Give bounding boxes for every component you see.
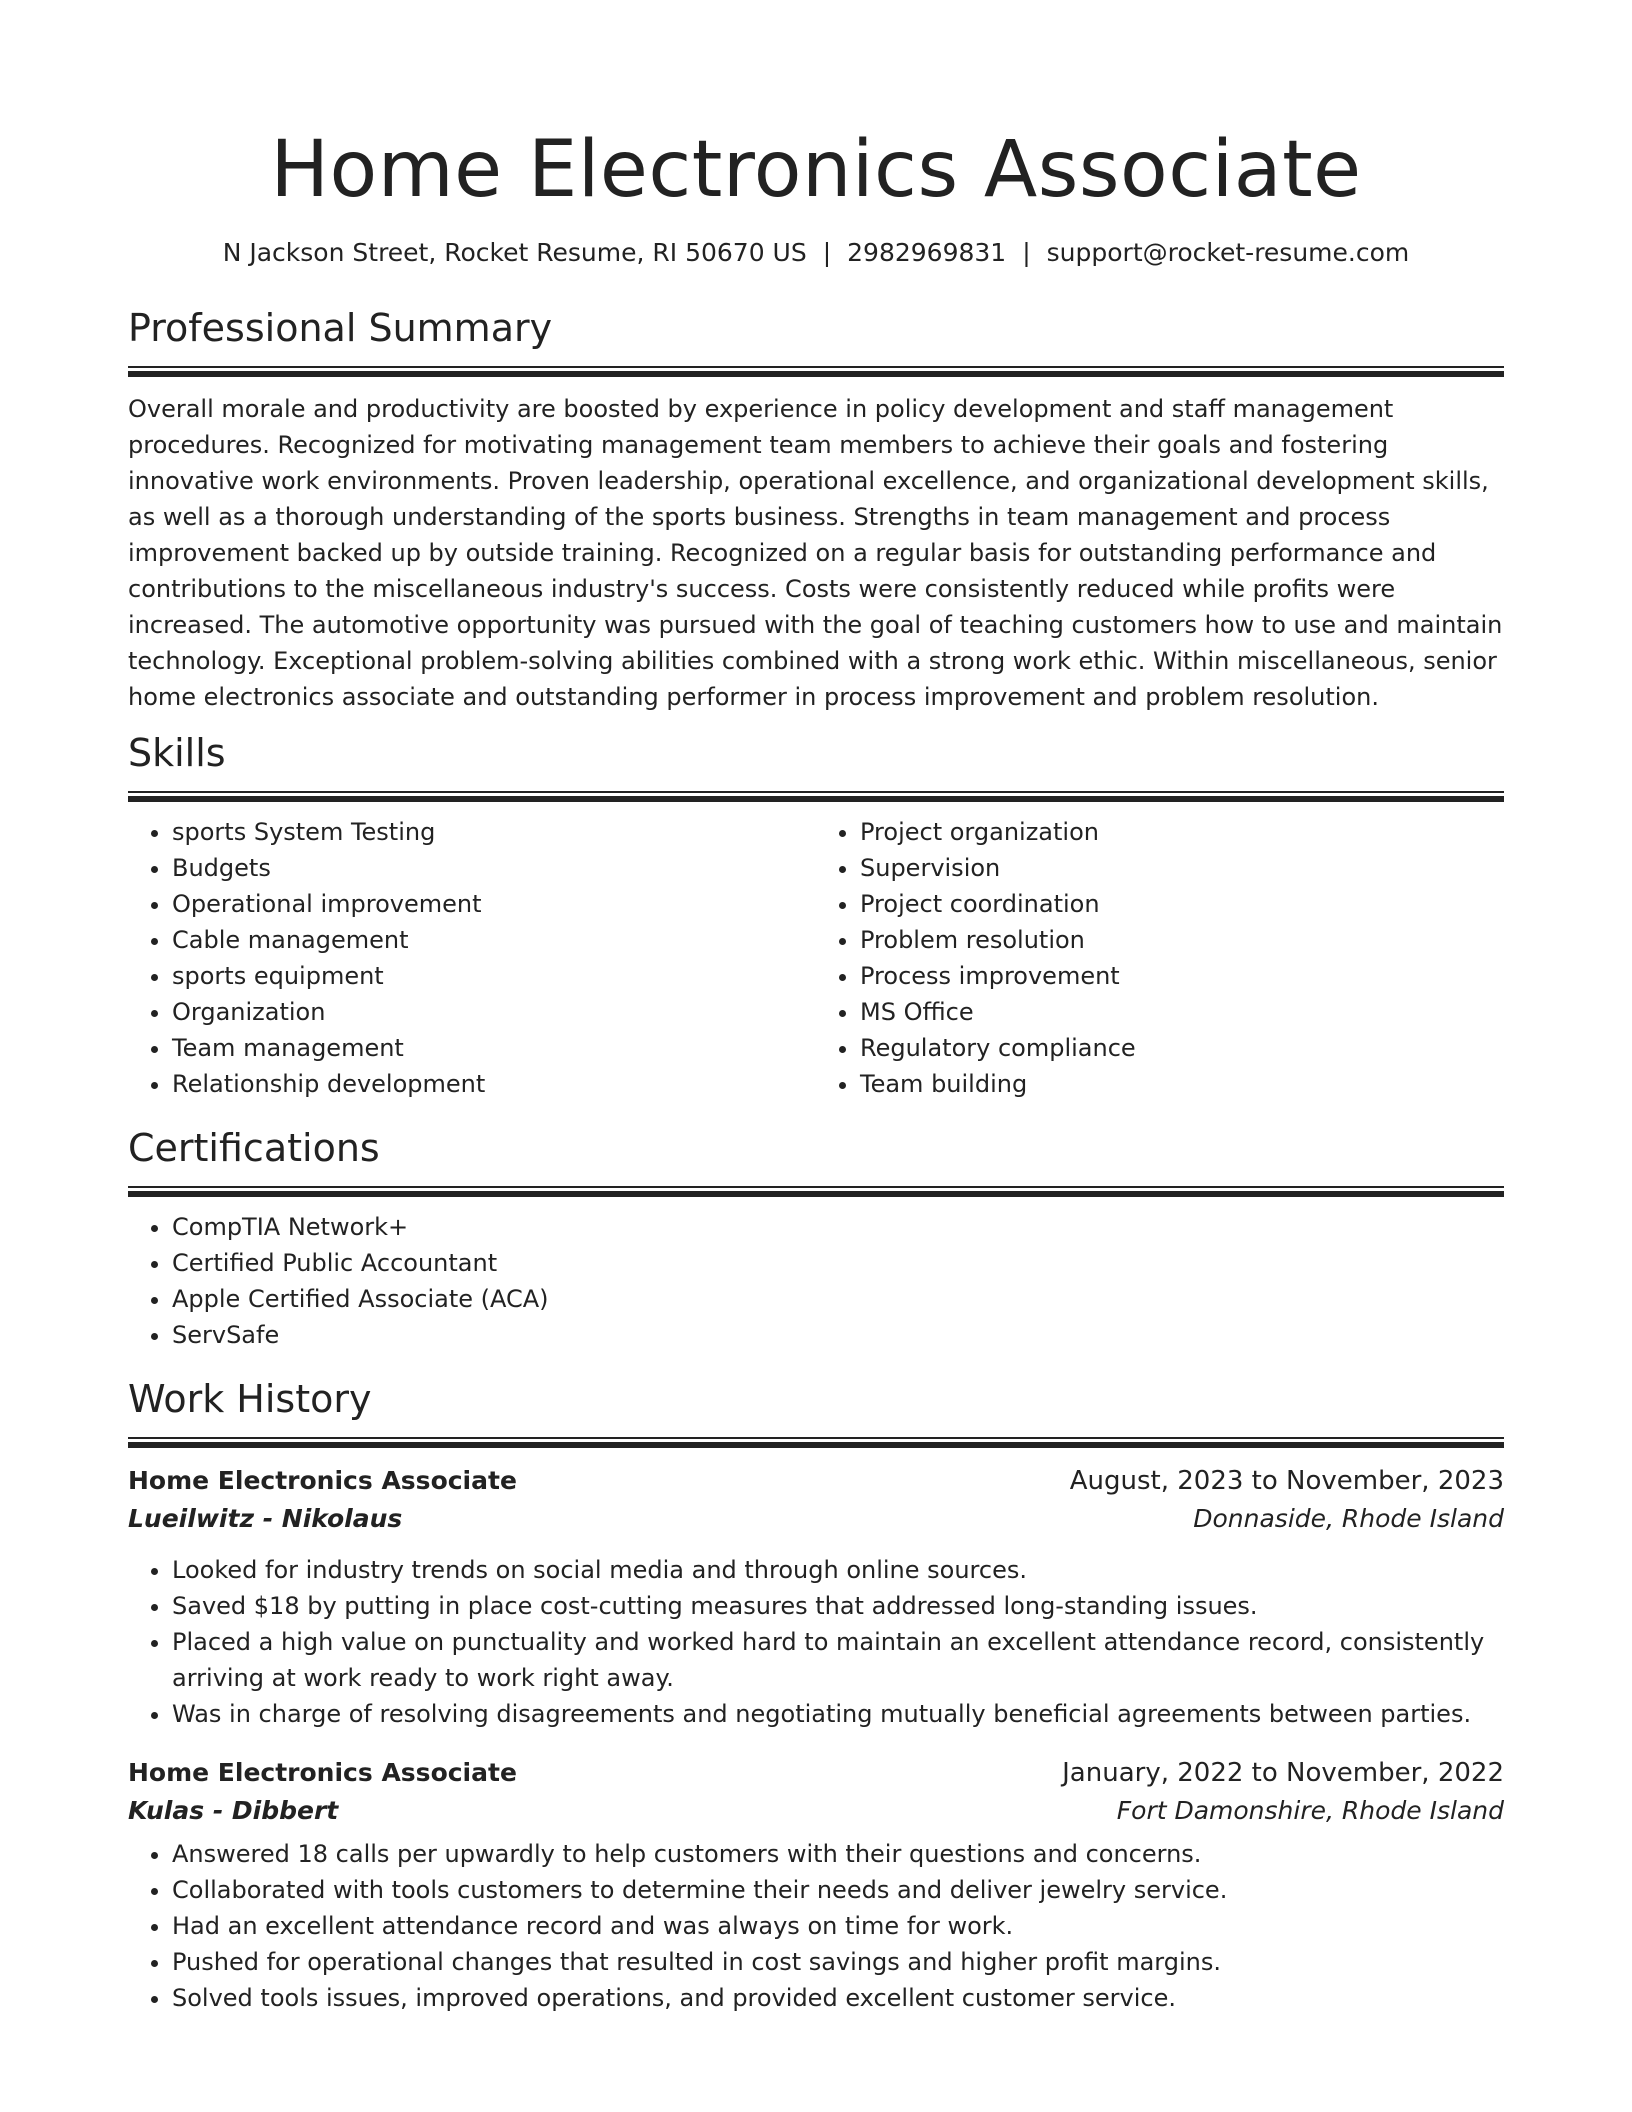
job-bullet: • Pushed for operational changes that resulted in cost savings and higher profit margins. bbox=[172, 1944, 1504, 1980]
job-location: Donnaside, Rhode Island bbox=[1193, 1504, 1504, 1533]
skill-item: • sports equipment bbox=[172, 958, 816, 994]
job-bullet: • Answered 18 calls per upwardly to help customers with their questions and concerns. bbox=[172, 1836, 1504, 1872]
job-bullet: • Solved tools issues, improved operations, and provided excellent customer service. bbox=[172, 1980, 1504, 2016]
section-divider bbox=[128, 791, 1504, 802]
job-subheader bbox=[128, 1792, 1504, 1830]
job-dates: August, 2023 to November, 2023 bbox=[1069, 1466, 1504, 1496]
contact-separator: | bbox=[1022, 238, 1031, 267]
summary-heading: Professional Summary bbox=[128, 306, 553, 350]
resume-page bbox=[128, 0, 1504, 2016]
job-subheader bbox=[128, 1500, 1504, 1538]
skill-item: • Budgets bbox=[172, 850, 816, 886]
job-location: Fort Damonshire, Rhode Island bbox=[1116, 1796, 1504, 1825]
certification-item: • Apple Certified Associate (ACA) bbox=[172, 1281, 1504, 1317]
section-divider bbox=[128, 366, 1504, 377]
skill-item: • Problem resolution bbox=[860, 922, 1504, 958]
job-company: Lueilwitz - Nikolaus bbox=[128, 1504, 403, 1533]
skill-item: • Regulatory compliance bbox=[860, 1030, 1504, 1066]
skills-heading: Skills bbox=[128, 731, 226, 775]
job-header bbox=[128, 1462, 1504, 1500]
job-dates: January, 2022 to November, 2022 bbox=[1062, 1758, 1504, 1788]
certification-item: • Certified Public Accountant bbox=[172, 1245, 1504, 1281]
skill-item: • Project coordination bbox=[860, 886, 1504, 922]
skills-list-right bbox=[816, 814, 1504, 1102]
certifications-list bbox=[128, 1209, 1504, 1353]
skill-item: • Relationship development bbox=[172, 1066, 816, 1102]
job-bullets bbox=[128, 1552, 1504, 1732]
job-bullet: • Saved $18 by putting in place cost-cutting measures that addressed long-standing issues. bbox=[172, 1588, 1504, 1624]
skill-item: • Process improvement bbox=[860, 958, 1504, 994]
job-bullet: • Collaborated with tools customers to determine their needs and deliver jewelry service. bbox=[172, 1872, 1504, 1908]
job-bullet: • Was in charge of resolving disagreements and negotiating mutually beneficial agreements between parties. bbox=[172, 1696, 1504, 1732]
skill-item: • Team building bbox=[860, 1066, 1504, 1102]
work-history-heading: Work History bbox=[128, 1377, 372, 1421]
job-title: Home Electronics Associate bbox=[128, 1466, 517, 1495]
skill-item: • MS Office bbox=[860, 994, 1504, 1030]
work-history-section bbox=[128, 1375, 1504, 2016]
skills-list-left bbox=[128, 814, 816, 1102]
job-bullet: • Had an excellent attendance record and was always on time for work. bbox=[172, 1908, 1504, 1944]
skill-item: • Team management bbox=[172, 1030, 816, 1066]
contact-phone: 2982969831 bbox=[847, 238, 1007, 267]
resume-name: Home Electronics Associate bbox=[270, 125, 1362, 215]
skill-item: • Cable management bbox=[172, 922, 816, 958]
skill-item: • Project organization bbox=[860, 814, 1504, 850]
contact-address: N Jackson Street, Rocket Resume, RI 50670 US bbox=[222, 238, 807, 267]
job-title: Home Electronics Associate bbox=[128, 1758, 517, 1787]
skill-item: • Supervision bbox=[860, 850, 1504, 886]
contact-line bbox=[128, 236, 1504, 270]
skills-section bbox=[128, 729, 1504, 1102]
job-bullets bbox=[128, 1836, 1504, 2016]
job-company: Kulas - Dibbert bbox=[128, 1796, 339, 1825]
job-header bbox=[128, 1754, 1504, 1792]
job-entry bbox=[128, 1754, 1504, 2016]
job-bullet: • Placed a high value on punctuality and worked hard to maintain an excellent attendance record, consistently arriving at work ready to work right away. bbox=[172, 1624, 1504, 1696]
section-divider bbox=[128, 1437, 1504, 1448]
job-bullet: • Looked for industry trends on social media and through online sources. bbox=[172, 1552, 1504, 1588]
summary-text: Overall morale and productivity are boosted by experience in policy development and staff management procedures. Recognized for motivating management team members to achieve their goals and fostering innovative work environments. Proven leadership, operational excellence, and organizational development skills, as well as a thorough understanding of the sports business. Strengths in team management and process improvement backed up by outside training. Recognized on a regular basis for outstanding performance and contributions to the miscellaneous industry's success. Costs were consistently reduced while profits were increased. The automotive opportunity was pursued with the goal of teaching customers how to use and maintain technology. Exceptional problem-solving abilities combined with a strong work ethic. Within miscellaneous, senior home electronics associate and outstanding performer in process improvement and problem resolution. bbox=[128, 395, 1503, 711]
skill-item: • sports System Testing bbox=[172, 814, 816, 850]
skill-item: • Operational improvement bbox=[172, 886, 816, 922]
contact-separator: | bbox=[822, 238, 832, 267]
certification-item: • CompTIA Network+ bbox=[172, 1209, 1504, 1245]
certification-item: • ServSafe bbox=[172, 1317, 1504, 1353]
job-entry bbox=[128, 1462, 1504, 1732]
summary-section bbox=[128, 304, 1504, 715]
certifications-section bbox=[128, 1124, 1504, 1353]
certifications-heading: Certifications bbox=[128, 1126, 380, 1170]
skill-item: • Organization bbox=[172, 994, 816, 1030]
section-divider bbox=[128, 1186, 1504, 1197]
skills-grid bbox=[128, 814, 1504, 1102]
contact-email: support@rocket-resume.com bbox=[1046, 238, 1410, 267]
